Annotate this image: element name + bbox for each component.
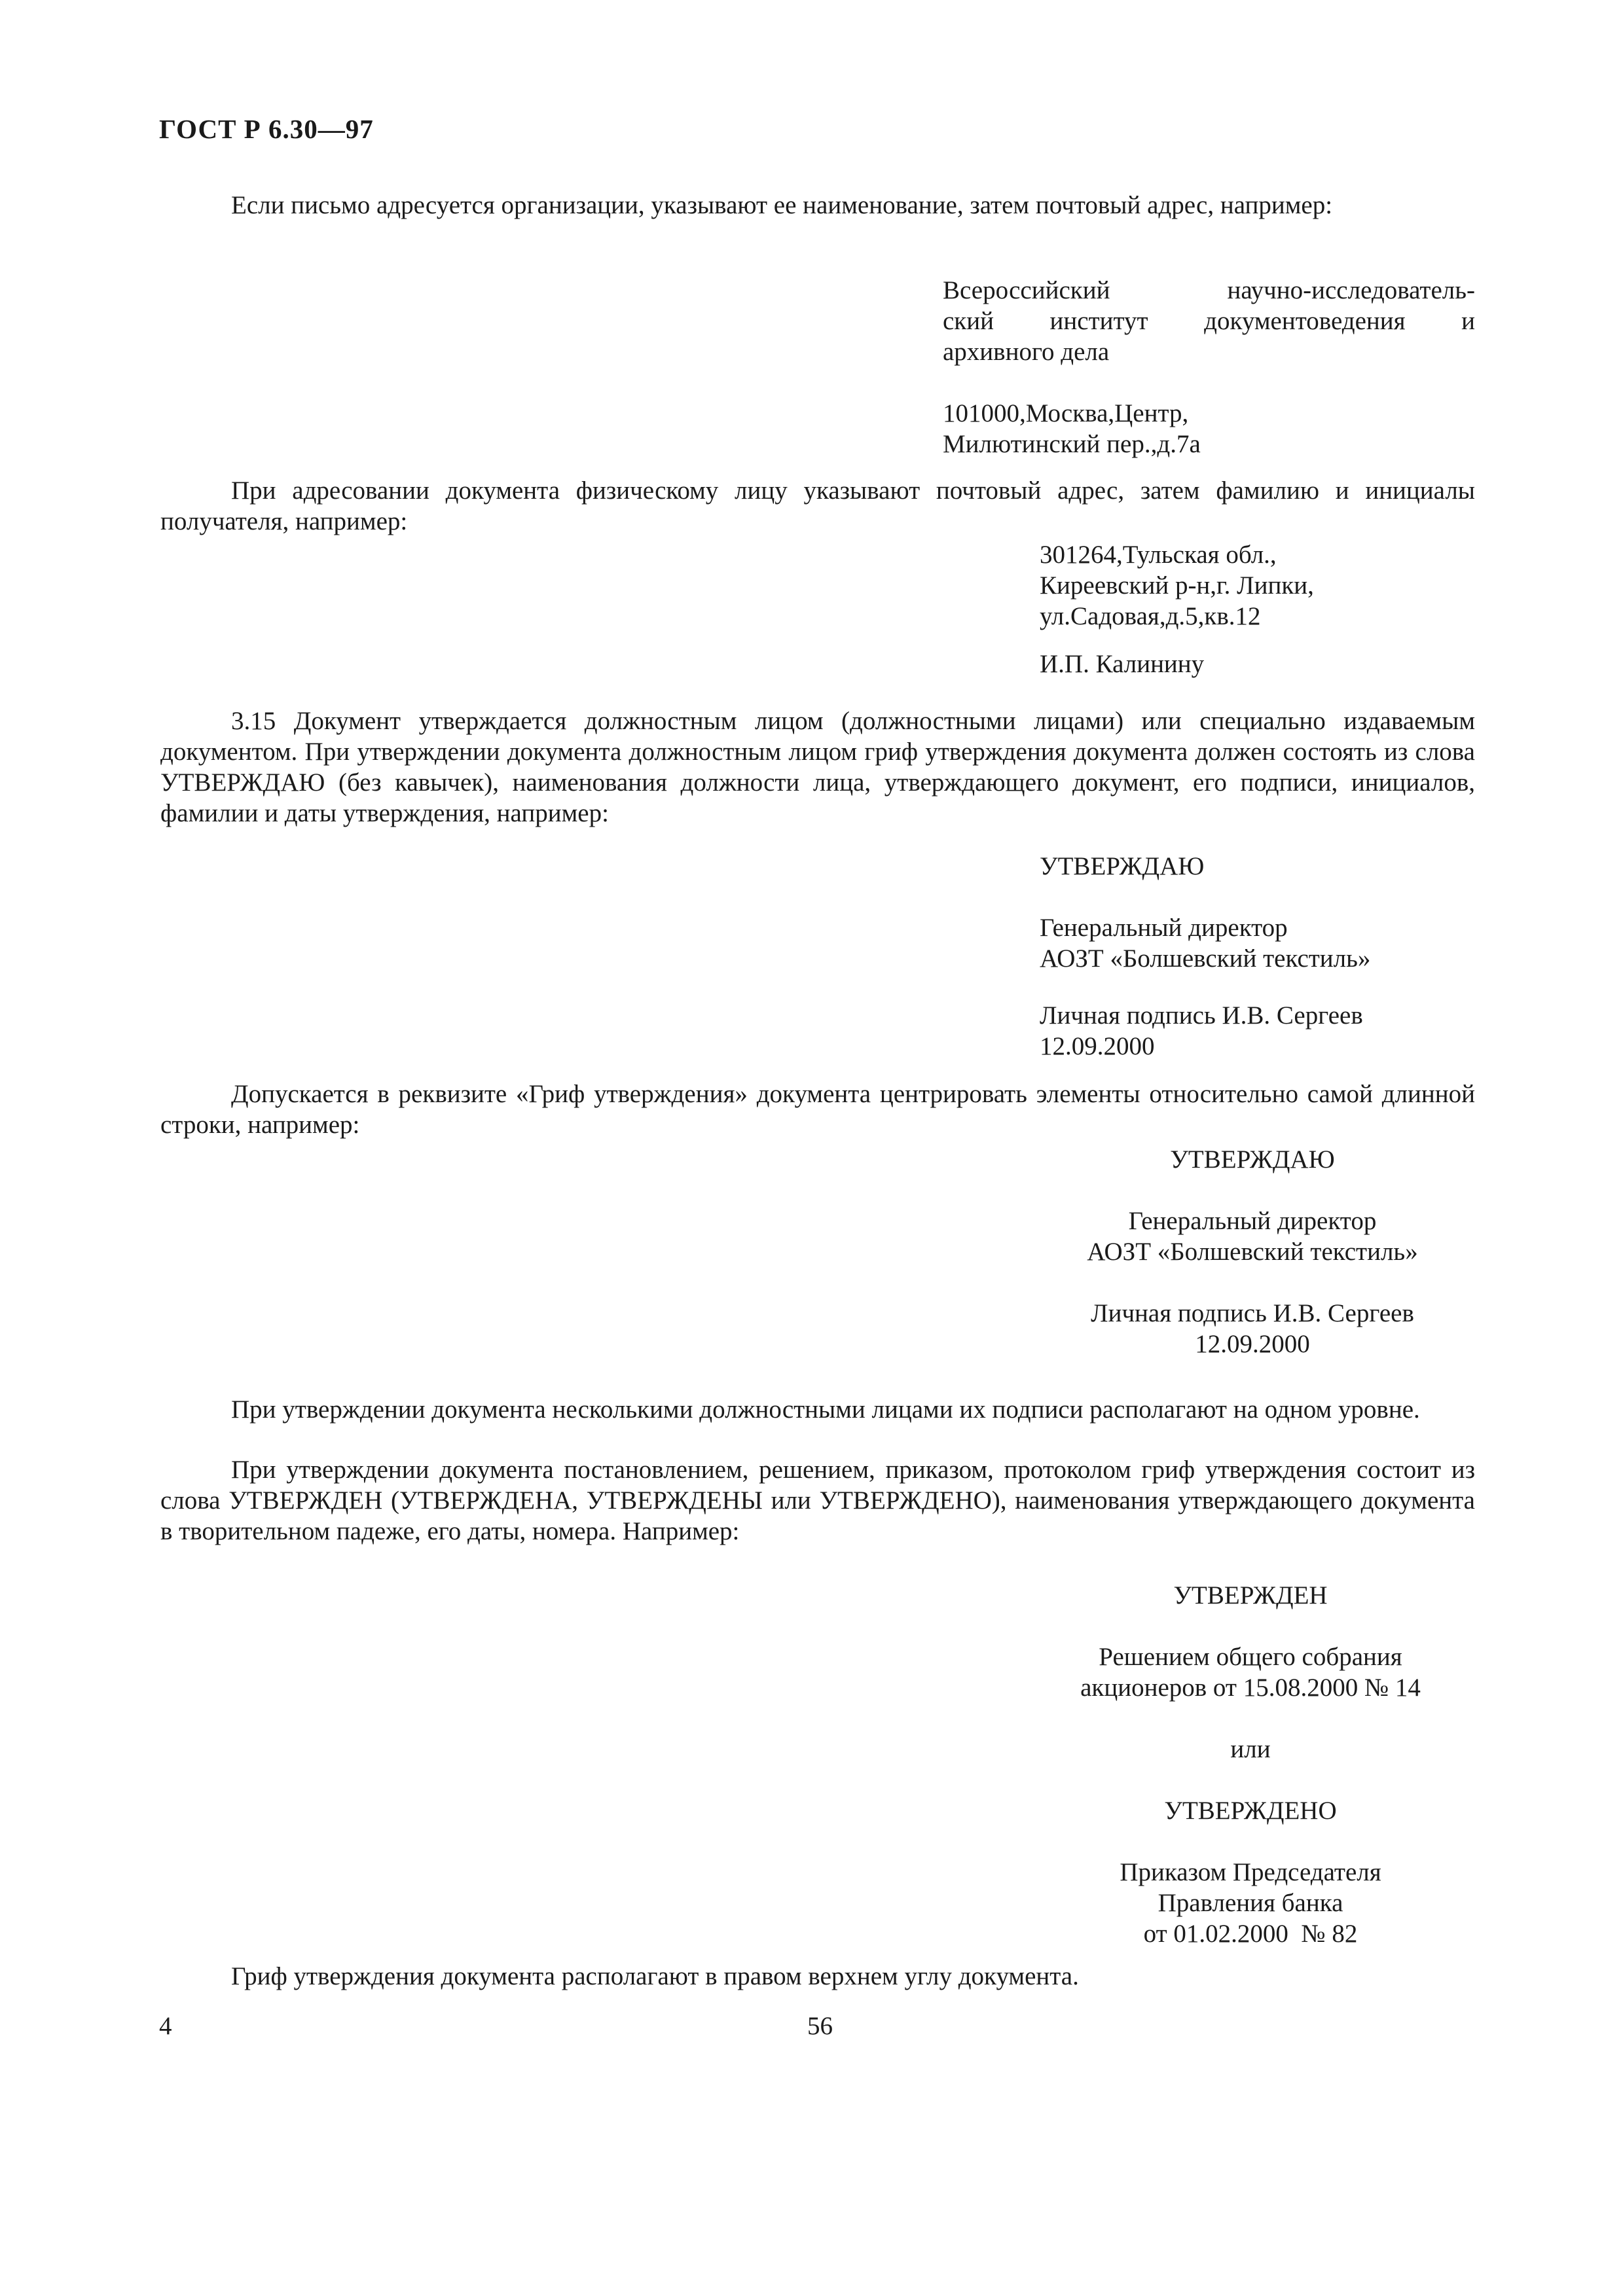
example-person-block bbox=[1040, 539, 1314, 679]
paragraph-approved-by-document: При утверждении документа постановлением, решением, приказом, протоколом гриф утверждения состоит из слова УТВЕРЖДЕН (УТВЕРЖДЕНА, УТВЕРЖДЕНЫ или УТВЕРЖДЕНО), наименования утверждающего документа в творительном падеже, его даты, номера. Например: bbox=[160, 1456, 1475, 1545]
person-address-line-1: 301264,Тульская обл., bbox=[1040, 541, 1277, 569]
approval-signature: Личная подпись И.В. Сергеев bbox=[1091, 1299, 1414, 1327]
page-number-left: 4 bbox=[159, 2012, 172, 2040]
approval-position-line-1: Генеральный директор bbox=[1040, 914, 1288, 942]
approval-document-line-1: Решением общего собрания bbox=[1099, 1643, 1402, 1671]
approval-word-neuter: УТВЕРЖДЕНО bbox=[1164, 1797, 1337, 1825]
approval-stamp-left-aligned bbox=[1040, 851, 1370, 1062]
org-address-line-1: 101000,Москва,Центр, bbox=[943, 399, 1189, 427]
example-org-block bbox=[943, 275, 1475, 459]
approval-word: УТВЕРЖДЕН bbox=[1173, 1581, 1328, 1609]
paragraph-org-address: Если письмо адресуется организации, указывают ее наименование, затем почтовый адрес, например: bbox=[231, 191, 1333, 219]
approval-stamp-decision bbox=[1021, 1580, 1480, 1949]
paragraph-3-15: 3.15 Документ утверждается должностным лицом (должностными лицами) или специально издаваемым документом. При утверждении документа должностным лицом гриф утверждения документа должен состоять из слова УТВЕРЖДАЮ (без кавычек), наименования должности лица, утверждающего документ, его подписи, инициалов, фамилии и даты утверждения, например: bbox=[160, 707, 1475, 827]
paragraph-stamp-placement: Гриф утверждения документа располагают в правом верхнем углу документа. bbox=[231, 1962, 1079, 1990]
approval-document-line-2: акционеров от 15.08.2000 № 14 bbox=[1080, 1674, 1421, 1702]
approval-stamp-centered bbox=[1040, 1144, 1465, 1359]
order-line-2: Правления банка bbox=[1158, 1889, 1343, 1917]
org-name-line-2: ский институт документоведения и bbox=[943, 307, 1475, 335]
order-line-1: Приказом Председателя bbox=[1120, 1858, 1381, 1886]
person-recipient: И.П. Калинину bbox=[1040, 650, 1205, 678]
order-line-3: от 01.02.2000 № 82 bbox=[1143, 1920, 1358, 1948]
approval-position-line-1: Генеральный директор bbox=[1128, 1207, 1377, 1235]
approval-position-line-2: АОЗТ «Болшевский текстиль» bbox=[1040, 944, 1371, 973]
org-name-line-1: Всероссийский научно-исследователь- bbox=[943, 276, 1475, 304]
person-address-line-3: ул.Садовая,д.5,кв.12 bbox=[1040, 602, 1261, 630]
paragraph-multiple-signers: При утверждении документа несколькими должностными лицами их подписи располагают на одном уровне. bbox=[231, 1395, 1420, 1424]
approval-word: УТВЕРЖДАЮ bbox=[1170, 1145, 1335, 1174]
page-number-center: 56 bbox=[807, 2012, 833, 2040]
person-address-line-2: Киреевский р-н,г. Липки, bbox=[1040, 571, 1314, 600]
or-separator: или bbox=[1230, 1735, 1271, 1763]
approval-signature: Личная подпись И.В. Сергеев bbox=[1040, 1001, 1363, 1030]
approval-position-line-2: АОЗТ «Болшевский текстиль» bbox=[1087, 1238, 1418, 1266]
approval-date: 12.09.2000 bbox=[1040, 1032, 1155, 1060]
approval-date: 12.09.2000 bbox=[1195, 1330, 1310, 1358]
org-address-line-2: Милютинский пер.,д.7а bbox=[943, 430, 1201, 458]
paragraph-centered-stamp: Допускается в реквизите «Гриф утверждения» документа центрировать элементы относительно самой длинной строки, например: bbox=[160, 1080, 1475, 1139]
document-header: ГОСТ Р 6.30—97 bbox=[159, 114, 374, 144]
paragraph-person-address: При адресовании документа физическому лицу указывают почтовый адрес, затем фамилию и инициалы получателя, например: bbox=[160, 476, 1475, 535]
org-name-line-3: архивного дела bbox=[943, 338, 1110, 366]
approval-word: УТВЕРЖДАЮ bbox=[1040, 852, 1205, 880]
